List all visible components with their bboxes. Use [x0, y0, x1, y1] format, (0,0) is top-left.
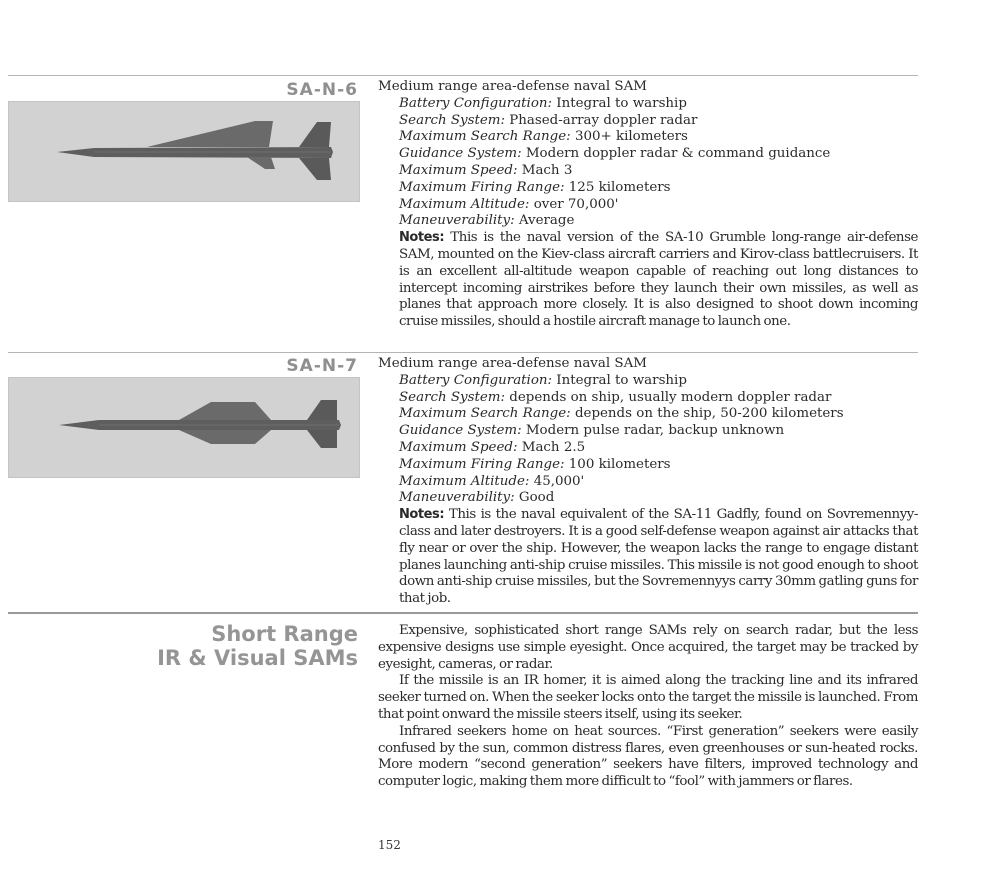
section-body [378, 623, 918, 791]
spec-row: Maneuverability: Good [399, 490, 555, 506]
sa-n-6-summary: Medium range area-defense naval SAM [378, 79, 647, 94]
sa-n-7-lower-tail [307, 430, 337, 448]
sa-n-7-divider [8, 352, 918, 353]
spec-row: Search System: depends on ship, usually modern doppler radar [399, 389, 832, 405]
spec-row: Search System: Phased-array doppler radar [399, 112, 698, 128]
sa-n-7-notes: Notes: This is the naval equivalent of the SA-11 Gadfly, found on Sovremennyy-class and later destroyers. It is a good self-defense weapon against air attacks that fly near or over the ship. However, the weapon lacks the range to engage distant planes launching anti-ship cruise missiles. This missile is not good enough to shoot down anti-ship cruise missiles, but the Sovremennyys carry 30mm gatling guns for that job. [399, 507, 918, 607]
spec-row: Battery Configuration: Integral to warship [399, 95, 687, 111]
spec-row: Maximum Altitude: over 70,000' [399, 196, 619, 212]
spec-row: Maximum Search Range: 300+ kilometers [399, 129, 688, 145]
sa-n-6-upper-tail [299, 122, 331, 147]
spec-row: Maneuverability: Average [399, 213, 575, 229]
top-divider [8, 75, 918, 76]
spec-row: Maximum Firing Range: 100 kilometers [399, 456, 671, 472]
spec-row: Battery Configuration: Integral to warship [399, 372, 687, 388]
spec-row: Guidance System: Modern doppler radar & command guidance [399, 146, 831, 162]
sa-n-7-missile-image [9, 378, 359, 477]
sa-n-6-missile-image [9, 102, 359, 201]
sa-n-6-illustration [8, 101, 360, 202]
section-paragraph: Expensive, sophisticated short range SAMs rely on search radar, but the less expensive designs use simple eyesight. Once acquired, the target may be tracked by eyesight, cameras, or radar. [378, 623, 918, 672]
sa-n-7-upper-tail [307, 400, 337, 420]
sa-n-6-notes: Notes: This is the naval version of the SA-10 Grumble long-range air-defense SAM, mounted on the Kiev-class aircraft carriers and Kirov-class battlecruisers. It is an excellent all-altitude weapon capable of reaching out long distances to intercept incoming airstrikes before they launch their own missiles, as well as planes that approach more closely. It is also designed to shoot down incoming cruise missiles, should a hostile aircraft manage to launch one. [399, 230, 918, 330]
spec-row: Guidance System: Modern pulse radar, backup unknown [399, 423, 785, 439]
section-divider [8, 612, 918, 614]
sa-n-7-lower-wing [179, 430, 271, 444]
section-title [58, 622, 358, 670]
section-title-line-1: Short Range [211, 622, 358, 646]
sa-n-6-lower-fin [247, 157, 275, 169]
spec-row: Maximum Speed: Mach 2.5 [399, 439, 586, 455]
spec-row: Maximum Firing Range: 125 kilometers [399, 179, 671, 195]
section-title-line-2: IR & Visual SAMs [157, 646, 358, 670]
sa-n-6-lower-tail [299, 158, 331, 180]
spec-row: Maximum Altitude: 45,000' [399, 473, 585, 489]
spec-row: Maximum Search Range: depends on the ship, 50-200 kilometers [399, 406, 844, 422]
page-number: 152 [378, 838, 401, 852]
sa-n-7-illustration [8, 377, 360, 478]
sa-n-6-upper-wing [147, 121, 273, 147]
sa-n-7-title: SA-N-7 [286, 356, 358, 376]
section-paragraph: Infrared seekers home on heat sources. “First generation” seekers were easily confused by the sun, common distress flares, even greenhouses or sun-heated rocks. More modern “second generation” seekers have filters, improved technology and computer logic, making them more difficult to “fool” with jammers or flares. [378, 723, 918, 790]
sa-n-6-specs [378, 79, 918, 331]
sa-n-6-body [57, 147, 333, 158]
sa-n-7-summary: Medium range area-defense naval SAM [378, 356, 647, 371]
section-paragraph: If the missile is an IR homer, it is aimed along the tracking line and its infrared seeker turned on. When the seeker locks onto the target the missile is launched. From that point onward the missile steers itself, using its seeker. [378, 673, 918, 722]
sa-n-7-specs [378, 356, 918, 608]
sa-n-7-upper-wing [179, 402, 271, 420]
sa-n-6-title: SA-N-6 [286, 80, 358, 100]
spec-row: Maximum Speed: Mach 3 [399, 162, 573, 178]
